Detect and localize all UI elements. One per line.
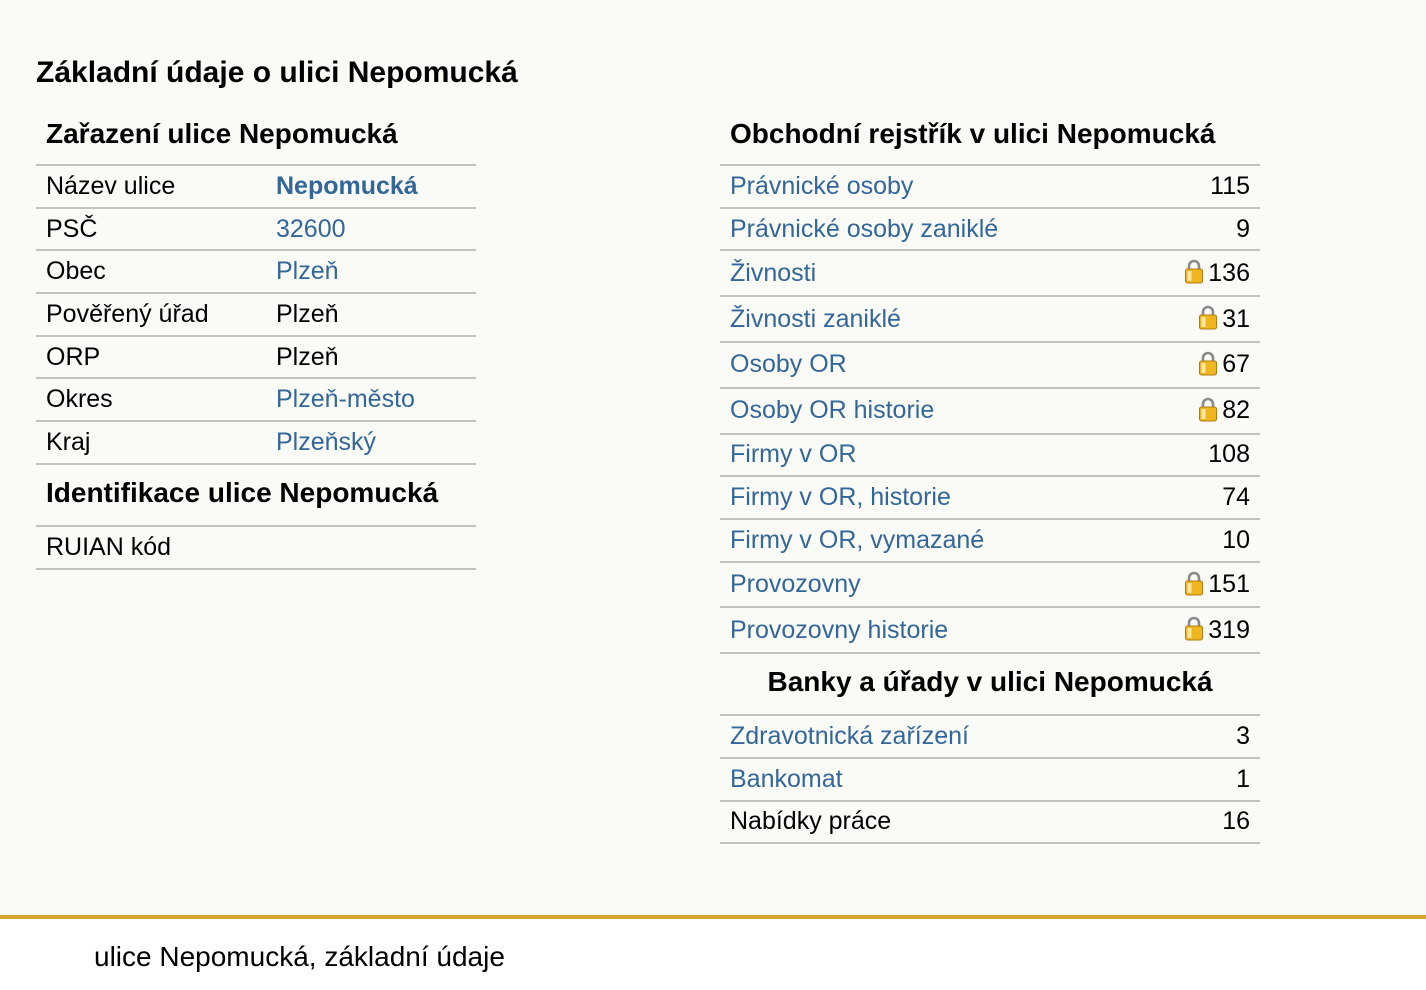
business-register-count: 9	[1236, 214, 1250, 243]
banks-offices-count-cell	[1236, 722, 1250, 751]
business-register-count: 115	[1210, 171, 1250, 200]
business-register-link[interactable]: Provozovny	[730, 570, 861, 599]
padlock-icon	[1198, 350, 1218, 376]
business-register-count-cell	[1184, 616, 1250, 645]
banks-offices-row	[720, 716, 1260, 759]
banks-offices-label: Nabídky práce	[730, 807, 892, 836]
business-register-link[interactable]: Osoby OR historie	[730, 396, 935, 425]
business-register-count-cell	[1208, 440, 1250, 469]
street-name-link[interactable]: Nepomucká	[276, 171, 418, 200]
row-label: Název ulice	[46, 171, 176, 200]
row-label: Pověřený úřad	[46, 299, 209, 328]
business-register-link[interactable]: Právnické osoby	[730, 171, 914, 200]
business-register-count: 136	[1208, 258, 1250, 287]
postcode-link[interactable]: 32600	[276, 214, 346, 243]
business-register-row	[720, 389, 1260, 435]
business-register-count: 31	[1222, 304, 1250, 333]
business-register-row	[720, 297, 1260, 343]
banks-offices-count: 16	[1222, 807, 1250, 836]
business-register-count-cell	[1198, 350, 1250, 379]
business-register-count: 10	[1222, 525, 1250, 554]
business-register-heading: Obchodní rejstřík v ulici Nepomucká	[720, 112, 1260, 166]
identification-heading: Identifikace ulice Nepomucká	[36, 465, 476, 527]
banks-offices-list	[720, 716, 1260, 844]
banks-offices-row	[720, 759, 1260, 802]
row-label: Kraj	[46, 427, 91, 456]
row-label: ORP	[46, 342, 101, 371]
business-register-count-cell	[1222, 483, 1250, 512]
business-register-count-cell	[1222, 526, 1250, 555]
business-register-link[interactable]: Provozovny historie	[730, 615, 949, 644]
banks-offices-row	[720, 802, 1260, 845]
row-label: Okres	[46, 385, 113, 414]
banks-offices-count: 3	[1236, 722, 1250, 751]
banks-offices-count: 1	[1236, 764, 1250, 793]
business-register-panel	[720, 112, 1260, 844]
street-info-panel	[36, 112, 476, 570]
page-title: Základní údaje o ulici Nepomucká	[36, 56, 518, 89]
business-register-count: 67	[1222, 350, 1250, 379]
row-label: RUIAN kód	[46, 532, 172, 561]
padlock-icon	[1198, 304, 1218, 330]
business-register-count-cell	[1198, 305, 1250, 334]
classification-row-street-name	[36, 166, 476, 209]
classification-row-postcode	[36, 209, 476, 252]
classification-row-orp	[36, 337, 476, 380]
business-register-link[interactable]: Firmy v OR	[730, 440, 857, 469]
identification-row-ruian	[36, 527, 476, 570]
padlock-icon	[1184, 258, 1204, 284]
business-register-count: 74	[1222, 483, 1250, 512]
padlock-icon	[1184, 570, 1204, 596]
banks-offices-count-cell	[1236, 765, 1250, 794]
business-register-link[interactable]: Živnosti zaniklé	[730, 304, 901, 333]
business-register-row	[720, 251, 1260, 297]
business-register-count: 319	[1208, 615, 1250, 644]
business-register-count-cell	[1198, 396, 1250, 425]
municipality-link[interactable]: Plzeň	[276, 257, 339, 286]
row-label: PSČ	[46, 214, 98, 243]
classification-row-region	[36, 422, 476, 465]
banks-offices-count-cell	[1222, 807, 1250, 836]
business-register-count: 82	[1222, 396, 1250, 425]
classification-heading: Zařazení ulice Nepomucká	[36, 112, 476, 166]
district-link[interactable]: Plzeň-město	[276, 385, 415, 414]
business-register-row	[720, 166, 1260, 209]
banks-offices-link[interactable]: Zdravotnická zařízení	[730, 722, 969, 751]
padlock-icon	[1184, 615, 1204, 641]
business-register-row	[720, 520, 1260, 563]
business-register-link[interactable]: Osoby OR	[730, 350, 847, 379]
business-register-row	[720, 343, 1260, 389]
business-register-count-cell	[1210, 172, 1250, 201]
business-register-row	[720, 477, 1260, 520]
business-register-link[interactable]: Živnosti	[730, 258, 817, 287]
business-register-row	[720, 435, 1260, 478]
authorized-office-value: Plzeň	[276, 299, 339, 328]
classification-row-authorized-office	[36, 294, 476, 337]
business-register-row	[720, 608, 1260, 654]
business-register-link[interactable]: Právnické osoby zaniklé	[730, 214, 999, 243]
business-register-count: 151	[1208, 570, 1250, 599]
padlock-icon	[1198, 396, 1218, 422]
orp-value: Plzeň	[276, 342, 339, 371]
business-register-row	[720, 209, 1260, 252]
banks-offices-link[interactable]: Bankomat	[730, 764, 843, 793]
classification-row-district	[36, 379, 476, 422]
business-register-count: 108	[1208, 440, 1250, 469]
business-register-link[interactable]: Firmy v OR, historie	[730, 483, 951, 512]
business-register-count-cell	[1184, 259, 1250, 288]
business-register-row	[720, 563, 1260, 609]
region-link[interactable]: Plzeňský	[276, 427, 377, 456]
business-register-count-cell	[1236, 215, 1250, 244]
business-register-link[interactable]: Firmy v OR, vymazané	[730, 525, 985, 554]
banks-offices-heading: Banky a úřady v ulici Nepomucká	[720, 654, 1260, 716]
business-register-list	[720, 166, 1260, 654]
row-label: Obec	[46, 257, 106, 286]
classification-row-municipality	[36, 251, 476, 294]
business-register-count-cell	[1184, 570, 1250, 599]
footer-text: ulice Nepomucká, základní údaje	[94, 941, 505, 972]
